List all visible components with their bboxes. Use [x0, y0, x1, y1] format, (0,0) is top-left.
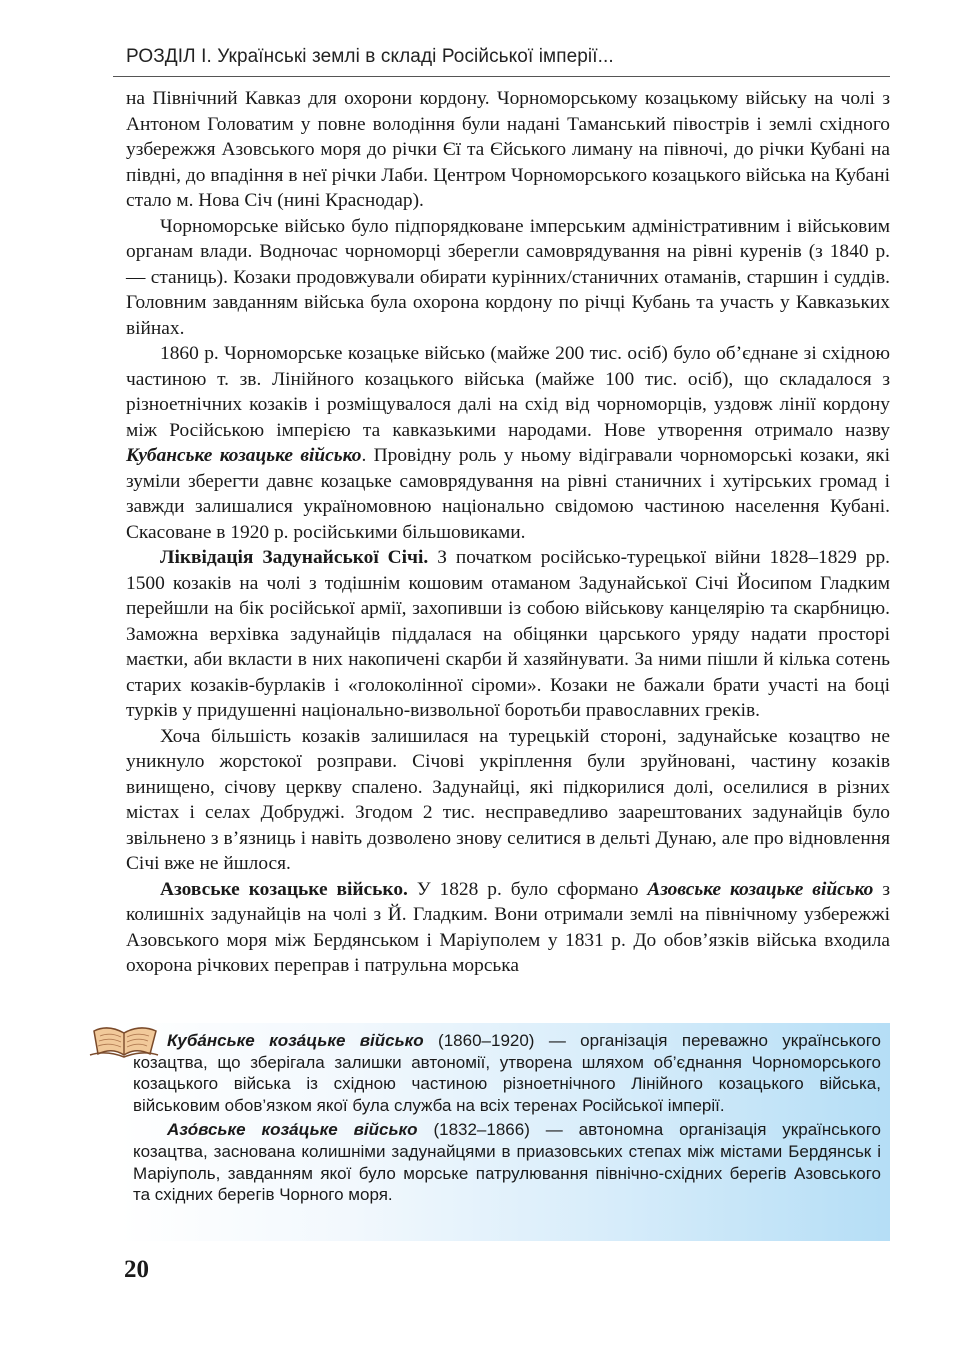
glossary-entry-azov [133, 1119, 881, 1205]
paragraph-3 [126, 341, 890, 545]
paragraph-1: на Північний Кавказ для охорони кордону. Чорноморському козацькому війську на чолі з Антоном Головатим у повне володіння були надані Таманський півострів і землі східного узбережжя Азовського моря до річки Єї та Єйського лиману на півночі, до річки Кубані на півдні, до впадіння в неї річки Лаби. Центром Чорноморського козацького війська на Кубані стало м. Нова Січ (нині Краснодар). [126, 88, 890, 211]
main-text [126, 86, 890, 979]
glossary-term-kuban: Куба́нське коза́цьке військо [167, 1031, 424, 1050]
page-number: 20 [124, 1256, 149, 1283]
glossary-definition-azov: (1832–1866) — автономна організація українського козацтва, заснована колишніми задунайцями в приазовських степах між містами Бердянськ і Маріуполь, завданням якої було морське патрулювання північно-східних берегів Азовського та східних берегів Чорного моря. [133, 1120, 881, 1205]
paragraph-3-text-b: . Провідну роль у ньому відігравали чорноморські козаки, які зуміли зберегти давнє козацьке самоврядування на рівні станичних і хутірських громад і завжди залишалися україномовною національно свідомою частиною населення Кубані. Скасоване в 1920 р. російськими більшовиками. [126, 445, 890, 543]
glossary-definition-kuban: (1860–1920) — організація переважно українського козацтва, що зберігала залишки автономії, утворена шляхом об’єднання Чорноморського козацького війська із східною частиною різноетнічного Лінійного козацького війська, військовим обов’язком якої була служба на всіх теренах Російської імперії. [133, 1031, 881, 1115]
subheading-zadunaiska-sich: Ліквідація Задунайської Січі. [160, 547, 429, 568]
term-kuban-host: Кубанське козацьке військо [126, 445, 362, 466]
subheading-azov-host: Азовське козацьке військо. [160, 878, 408, 900]
glossary-entry-kuban [133, 1030, 881, 1116]
paragraph-6-text-b: з колишніх задунайців на чолі з Й. Гладким. Вони отримали землі на північному узбережжі Азовського моря між Бердянськом і Маріуполем у 1831 р. До обов’язків війська входила охорона річкових переправ і патрульна морська [126, 878, 890, 976]
running-header: РОЗДІЛ І. Українські землі в складі Російської імперії... [126, 46, 614, 67]
header-rule [113, 76, 890, 77]
paragraph-4 [126, 545, 890, 724]
paragraph-6-text-a: У 1828 р. було сформано [407, 878, 648, 900]
paragraph-2: Чорноморське військо було підпорядковане імперським адміністративним і військовим органам влади. Водночас чорноморці зберегли самоврядування на рівні куренів (з 1840 р. — станиць). Козаки продовжували обирати курінних/станичних отаманів, старшин і суддів. Головним завданням війська була охорона кордону по річці Кубань та участь у Кавказьких війнах. [126, 215, 890, 339]
term-azov-host: Азовське козацьке військо [647, 878, 874, 900]
paragraph-3-text-a: 1860 р. Чорноморське козацьке військо (майже 200 тис. осіб) було об’єднане зі східною частиною т. зв. Лінійного козацького війська (майже 100 тис. осіб), що складалося з різноетнічних козаків і розміщувалося далі на схід від чорноморців, уздовж лінії кордону між Російською імперією та кавказькими народами. Нове утворення отримало назву [126, 343, 890, 441]
glossary-term-azov: Азо́вське коза́цьке військо [167, 1120, 418, 1140]
paragraph-6 [126, 877, 890, 979]
paragraph-5: Хоча більшість козаків залишилася на турецькій стороні, задунайське козацтво не уникнуло жорстокої розправи. Січові укріплення були зруйновані, частину козаків винищено, січову церкву спалено. Задунайці, які підкорилися долі, оселилися в різних містах і селах Добруджі. Згодом 2 тис. несправедливо заарештованих задунайців було звільнено з в’язниць і навіть дозволено знову селитися в дельті Дунаю, але про відновлення Січі вже не йшлося. [126, 725, 890, 874]
paragraph-4-text: З початком російсько-турецької війни 1828–1829 рр. 1500 козаків на чолі з тодішнім кошовим отаманом Задунайської Січі Йосипом Гладким перейшли на бік російської армії, захопивши із собою військову канцелярію та скарбницю. Заможна верхівка задунайців піддалася на обіцянки царського уряду надати просторі маєтки, аби вкласти в них накопичені скарби й хазяйнувати. За ними пішли й кілька сотень старих козаків-бурлаків і «голоколінної сіроми». Козаки не бажали брати участі на боці турків у придушенні національно-визвольної боротьби православних греків. [126, 547, 891, 721]
glossary-text [133, 1030, 881, 1206]
